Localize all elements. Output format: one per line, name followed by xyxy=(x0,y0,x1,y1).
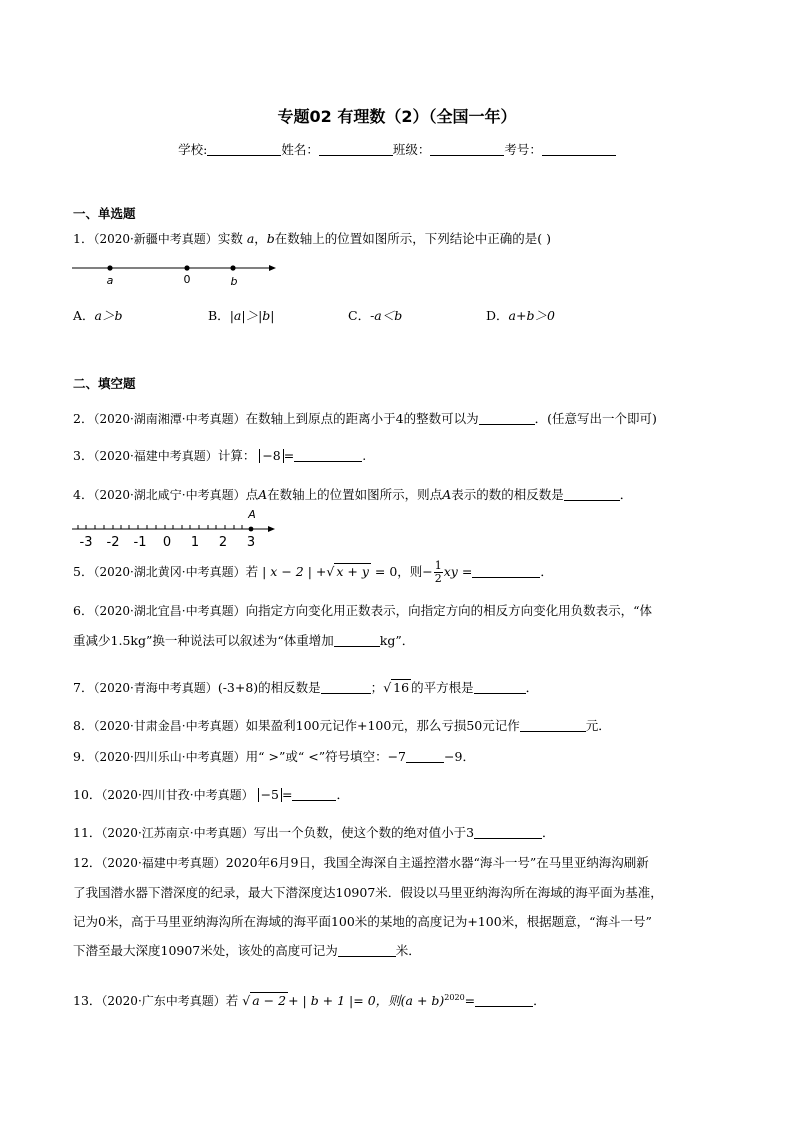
question-7: 7．（2020·青海中考真题）(-3+8)的相反数是 ；√ 16 的平方根是 ． xyxy=(73,680,539,695)
tick-label: 3 xyxy=(246,535,256,550)
question-11: 11．（2020·江苏南京·中考真题）写出一个负数，使这个数的绝对值小于3 ． xyxy=(73,825,555,840)
q4-number-line xyxy=(70,506,285,550)
q7-answer-blank-1[interactable] xyxy=(321,681,371,694)
q12-answer-blank[interactable] xyxy=(338,944,396,957)
student-info-line xyxy=(0,140,794,158)
axis-label-a: a xyxy=(106,274,114,287)
point-A xyxy=(249,527,254,532)
tick-label: 2 xyxy=(218,535,228,550)
school-field[interactable] xyxy=(207,143,281,156)
option-b[interactable]: B．|a|＞|b| xyxy=(208,308,275,323)
q10-answer-blank[interactable] xyxy=(292,788,336,801)
question-8: 8．（2020·甘肃金昌·中考真题）如果盈利100元记作+100元，那么亏损50元记作 元． xyxy=(73,718,611,733)
point-b xyxy=(230,265,235,270)
question-1: 1．（2020·新疆中考真题）实数 a，b在数轴上的位置如图所示，下列结论中正确的是( ) xyxy=(73,231,552,246)
tick-label: -1 xyxy=(133,535,147,550)
id-label: 考号： xyxy=(504,142,542,157)
page-title: 专题02 有理数（2）（全国一年） xyxy=(277,107,517,126)
q1-number-line xyxy=(70,258,285,290)
q2-answer-blank[interactable] xyxy=(479,412,535,425)
option-c[interactable]: C．-a＜b xyxy=(348,308,403,323)
q9-answer-blank[interactable] xyxy=(406,750,444,763)
question-10: 10．（2020·四川甘孜·中考真题） −5 = ． xyxy=(73,787,349,802)
tick-label: -3 xyxy=(79,535,93,550)
question-13: 13．（2020·广东中考真题）若 √ a − 2 + | b + 1 |= 0，则$(a + b)^{2020}=$ ． xyxy=(73,993,546,1009)
question-9: 9．（2020·四川乐山·中考真题）用“ >”或“ <”符号填空：−7 −9． xyxy=(73,749,475,764)
arrow-icon xyxy=(268,526,275,532)
axis-label-b: b xyxy=(230,275,238,288)
q5-answer-blank[interactable] xyxy=(472,565,540,578)
class-field[interactable] xyxy=(430,143,504,156)
question-5: 5．（2020·湖北黄冈·中考真题）若 | x − 2 | +√ x + y = 0，则− $\frac{1}{2}$ xy = ． xyxy=(73,559,553,585)
point-A-label: A xyxy=(248,508,256,521)
name-label: 姓名： xyxy=(281,142,319,157)
school-label: 学校: xyxy=(178,142,208,157)
tick-label: 1 xyxy=(190,535,200,550)
question-2: 2．（2020·湖南湘潭·中考真题）在数轴上到原点的距离小于4的整数可以为 ．(任意写出一个即可) xyxy=(73,411,657,426)
tick-label: -2 xyxy=(106,535,120,550)
q7-answer-blank-2[interactable] xyxy=(474,681,526,694)
axis-label-zero: 0 xyxy=(183,273,191,286)
section-single-choice: 一、单选题 xyxy=(73,206,136,221)
point-a xyxy=(107,265,112,270)
question-12: 12．（2020·福建中考真题）2020年6月9日，我国全海深自主遥控潜水器“海斗一号”在马里亚纳海沟刷新 了我国潜水器下潜深度的纪录，最大下潜深度达10907米．假设以马里亚纳海沟所在海域的海平面为基准， 记为0米，高于马里亚纳海沟所在海域的海平面100米的某地的高度记为+100米，根据题意，“海斗一号” 下潜至最大深度10907米处，该处的高度可记为 米． xyxy=(73,855,663,958)
question-6: 6．（2020·湖北宜昌·中考真题）向指定方向变化用正数表示，向指定方向的相反方向变化用负数表示，“体 重减少1.5kg”换一种说法可以叙述为“体重增加 kg”． xyxy=(73,603,653,648)
q6-answer-blank[interactable] xyxy=(334,634,380,647)
point-zero xyxy=(184,265,189,270)
class-label: 班级： xyxy=(392,142,431,157)
question-3: 3．（2020·福建中考真题）计算： −8 = . xyxy=(73,448,367,463)
id-field[interactable] xyxy=(542,143,616,156)
q3-answer-blank[interactable] xyxy=(294,449,362,462)
tick-label: 0 xyxy=(162,535,172,550)
q11-answer-blank[interactable] xyxy=(474,826,542,839)
arrow-icon xyxy=(269,265,276,271)
q4-answer-blank[interactable] xyxy=(564,488,620,501)
option-d[interactable]: D．a+b＞0 xyxy=(486,308,555,323)
question-4: 4．（2020·湖北咸宁·中考真题）点A在数轴上的位置如图所示，则点A表示的数的相反数是 ． xyxy=(73,487,633,502)
q13-answer-blank[interactable] xyxy=(475,994,533,1007)
option-a[interactable]: A．a＞b xyxy=(73,308,123,323)
name-field[interactable] xyxy=(319,143,393,156)
q8-answer-blank[interactable] xyxy=(520,719,586,732)
section-fill-blank: 二、填空题 xyxy=(73,376,136,391)
